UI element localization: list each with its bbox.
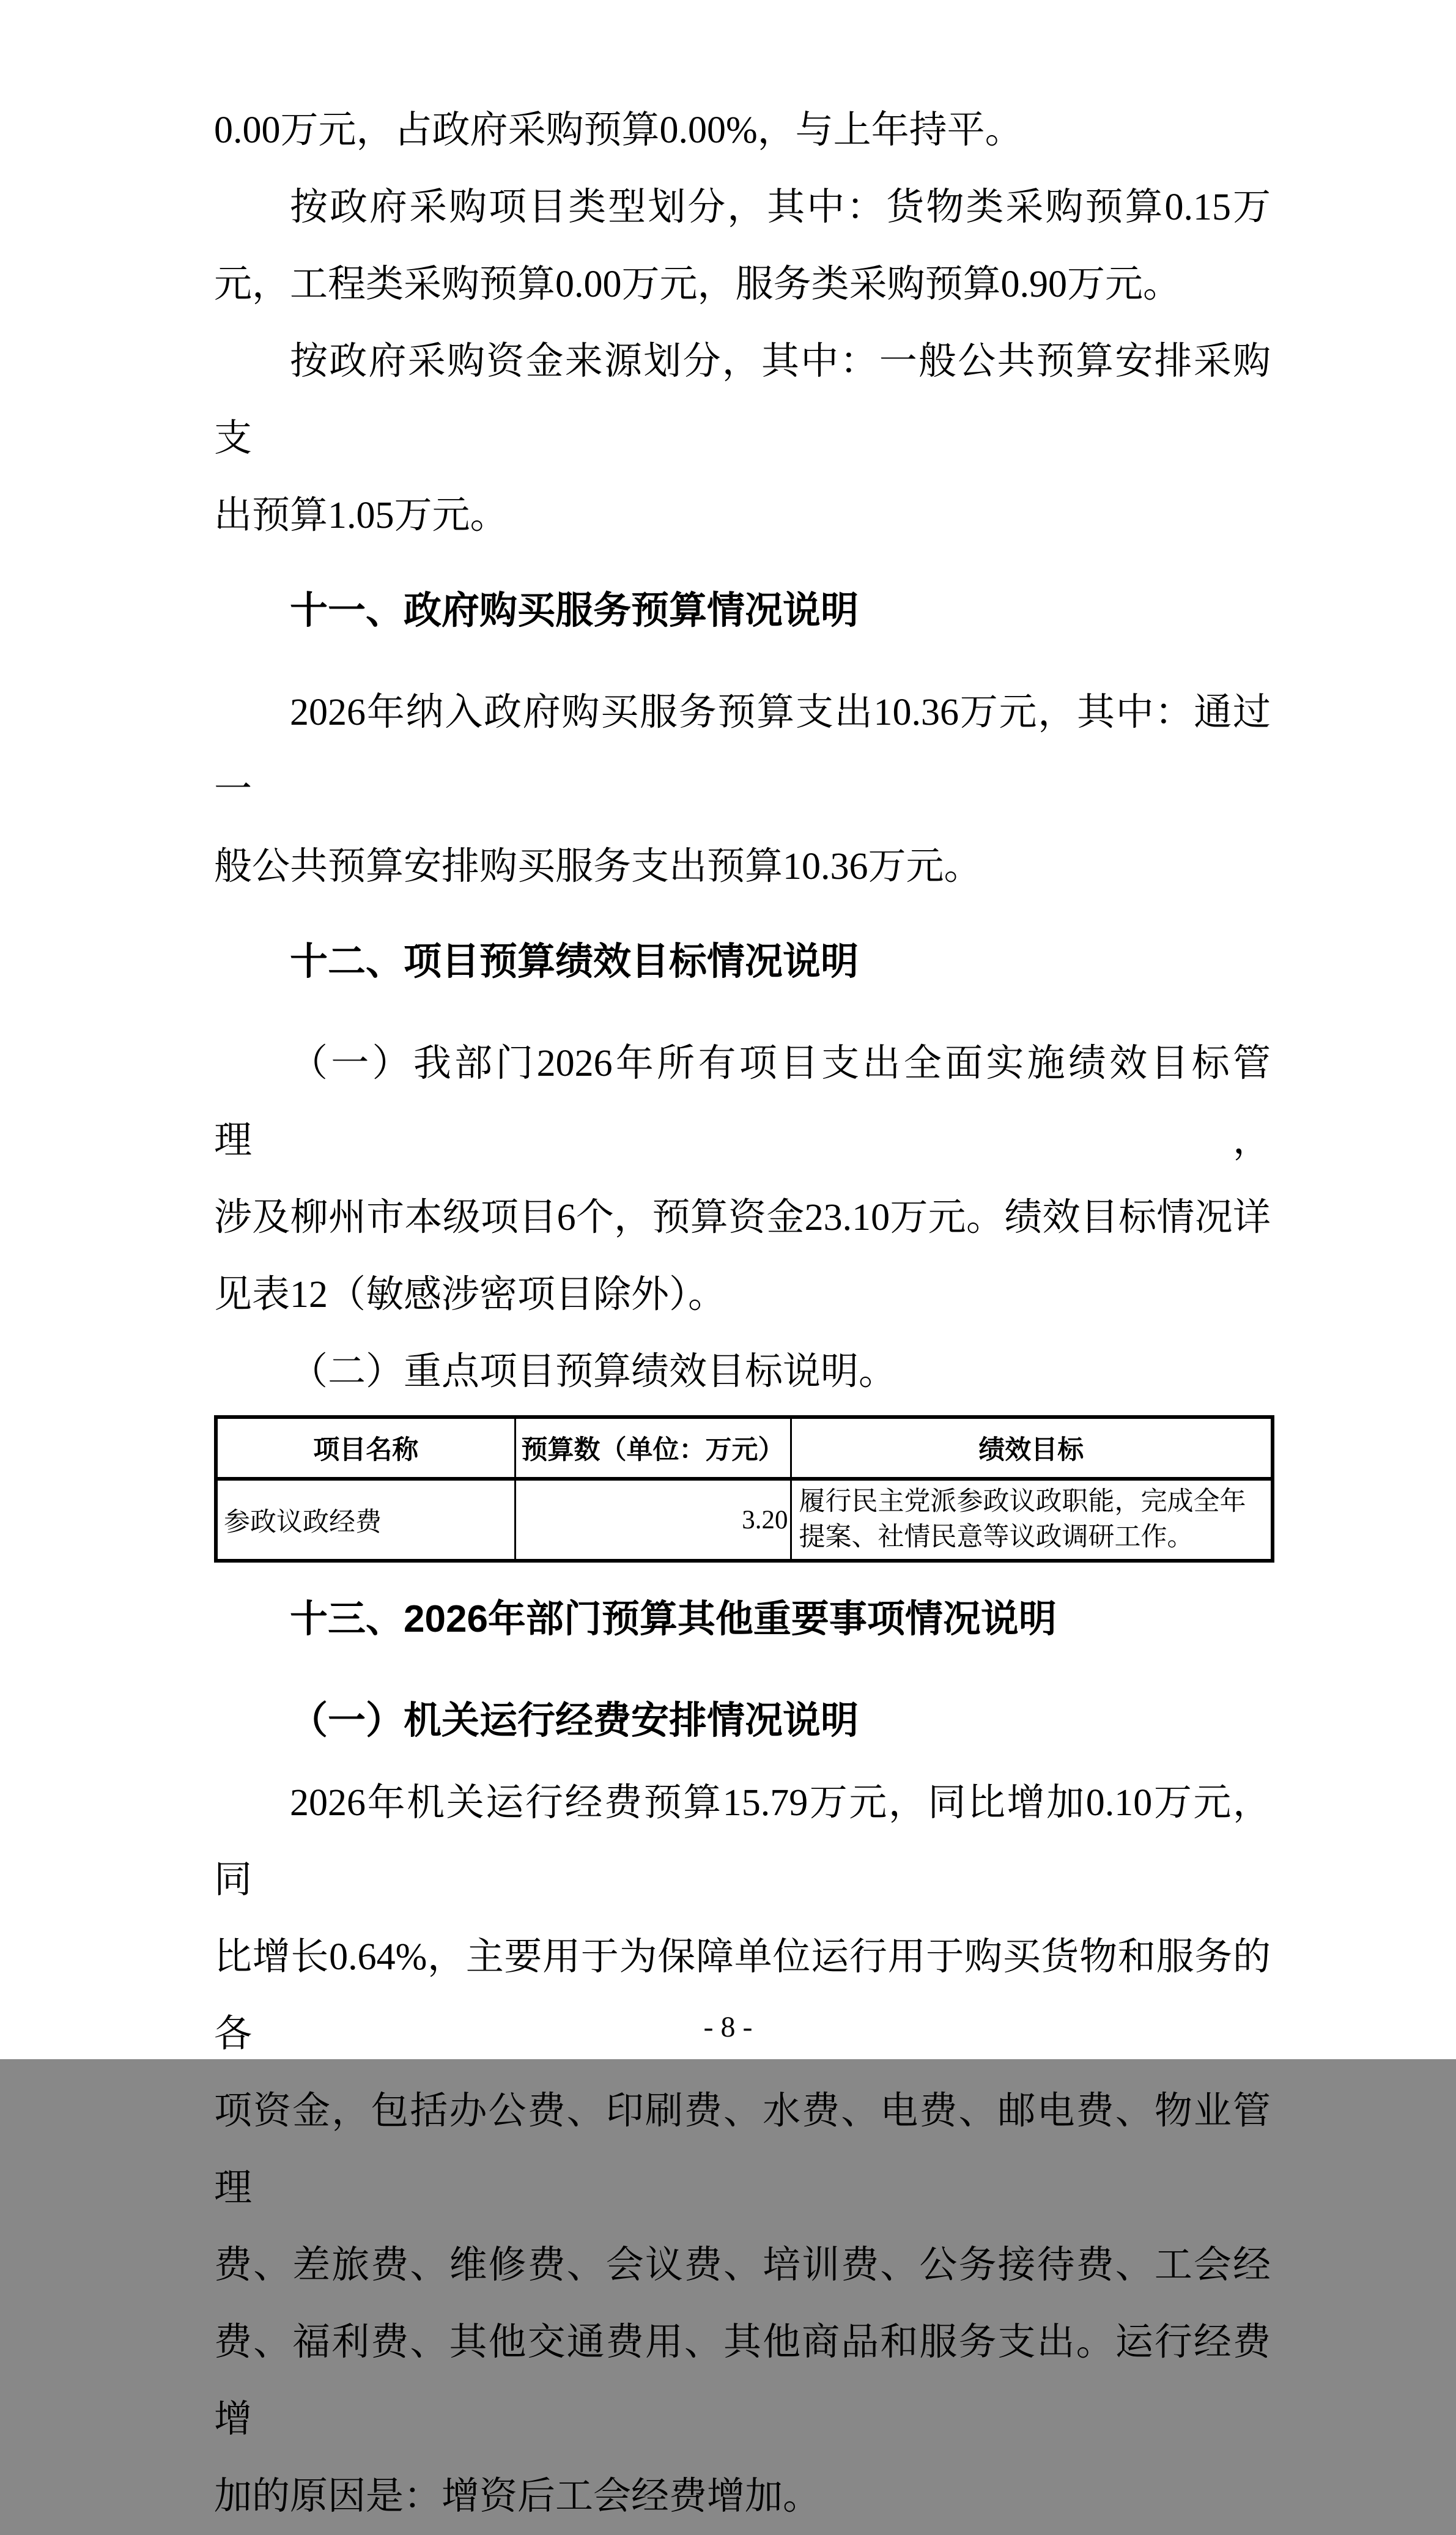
- paragraph-line: （一）我部门2026年所有项目支出全面实施绩效目标管理，: [214, 1043, 1271, 1161]
- paragraph-line: 出预算1.05万元。: [214, 495, 508, 536]
- paragraph-line: 项资金，包括办公费、印刷费、水费、电费、邮电费、物业管理: [214, 2090, 1271, 2209]
- cell-performance-goal: 履行民主党派参政议政职能，完成全年提案、社情民意等议政调研工作。: [791, 1479, 1273, 1561]
- paragraph-line: 比增长0.64%，主要用于为保障单位运行用于购买货物和服务的各: [214, 1936, 1271, 2055]
- table-row: [216, 1479, 1273, 1561]
- paragraph-line: 元，工程类采购预算0.00万元，服务类采购预算0.90万元。: [214, 264, 1181, 305]
- paragraph-line: 费、差旅费、维修费、会议费、培训费、公务接待费、工会经: [214, 2244, 1271, 2286]
- page-number: - 8 -: [703, 2011, 753, 2043]
- paragraph-line: 按政府采购资金来源划分，其中：一般公共预算安排采购支: [214, 341, 1271, 459]
- paragraph-line: 涉及柳州市本级项目6个，预算资金23.10万元。绩效目标情况详: [214, 1197, 1271, 1238]
- paragraph-line: 费、福利费、其他交通费用、其他商品和服务支出。运行经费增: [214, 2322, 1271, 2440]
- paragraph-line: 加的原因是：增资后工会经费增加。: [214, 2476, 821, 2517]
- table-header-budget-amount: 预算数（单位：万元）: [515, 1417, 791, 1479]
- paragraph-line: 0.00万元，占政府采购预算0.00%，与上年持平。: [214, 109, 1023, 151]
- section-heading-12: 十二、项目预算绩效目标情况说明: [290, 941, 859, 983]
- paragraph-line: 2026年机关运行经费预算15.79万元，同比增加0.10万元，同: [214, 1782, 1271, 1901]
- paragraph-line: 2026年纳入政府购买服务预算支出10.36万元，其中：通过一: [214, 692, 1271, 810]
- paragraph-line: 按政府采购项目类型划分，其中：货物类采购预算0.15万: [290, 187, 1271, 228]
- page-content: [214, 92, 1271, 2535]
- subsection-heading-operating-funds: （一）机关运行经费安排情况说明: [290, 1700, 859, 1742]
- cell-budget-amount: 3.20: [515, 1479, 791, 1561]
- section-heading-13: 十三、2026年部门预算其他重要事项情况说明: [290, 1598, 1057, 1640]
- table-header-row: [216, 1417, 1273, 1479]
- performance-goals-table: [214, 1415, 1274, 1563]
- cell-project-name: 参政议政经费: [216, 1479, 515, 1561]
- paragraph-line: （二）重点项目预算绩效目标说明。: [290, 1351, 897, 1393]
- paragraph-line: 见表12（敏感涉密项目除外）。: [214, 1274, 726, 1316]
- table-header-performance-goal: 绩效目标: [791, 1417, 1273, 1479]
- table-header-project-name: 项目名称: [216, 1417, 515, 1479]
- section-heading-11: 十一、政府购买服务预算情况说明: [290, 590, 859, 632]
- paragraph-line: 般公共预算安排购买服务支出预算10.36万元。: [214, 846, 982, 887]
